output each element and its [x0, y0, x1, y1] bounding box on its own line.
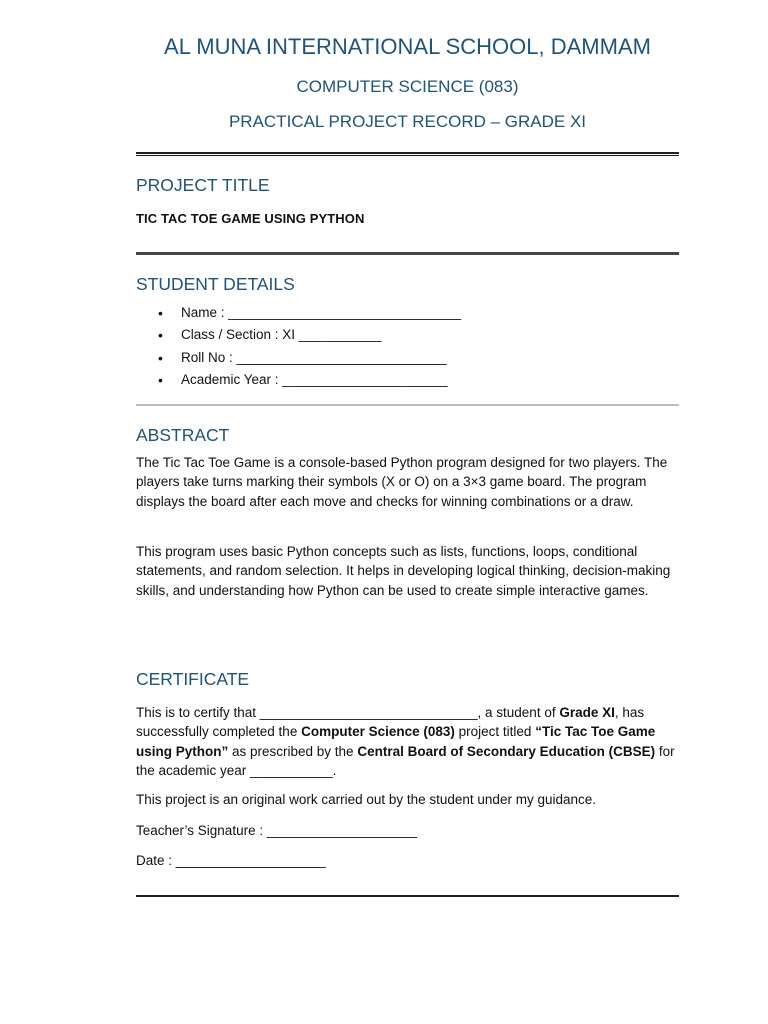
school-name: AL MUNA INTERNATIONAL SCHOOL, DAMMAM [164, 34, 651, 59]
student-year-field: • Academic Year : ______________________ [136, 369, 461, 391]
certificate-heading: CERTIFICATE [136, 669, 250, 689]
cert-text-4: as prescribed by the [228, 743, 358, 759]
cert-board: Central Board of Secondary Education (CBSE) [357, 743, 656, 759]
student-details-list [136, 302, 461, 391]
abstract-paragraph-2: This program uses basic Python concepts such as lists, functions, loops, conditional statements, and random selection. It helps in developing logical thinking, decision-making skills, and understanding how Python can be used to create simple interactive games. [136, 544, 671, 598]
abstract-paragraph-1: The Tic Tac Toe Game is a console-based Python program designed for two players. The players take turns marking their symbols (X or O) on a 3×3 game board. The program displays the board after each move and checks for winning combinations or a draw. [136, 455, 668, 509]
cert-text-5: for the academic year ___________. [136, 743, 675, 778]
student-roll-field: • Roll No : ____________________________ [136, 347, 461, 369]
project-title-heading: PROJECT TITLE [136, 175, 270, 195]
details-divider [136, 404, 679, 406]
date-line: Date : ____________________ [136, 853, 326, 868]
cert-subject: Computer Science (083) [301, 724, 455, 740]
subject-title: COMPUTER SCIENCE (083) [296, 77, 519, 96]
abstract-heading: ABSTRACT [136, 425, 230, 445]
project-title: TIC TAC TOE GAME USING PYTHON [136, 211, 365, 226]
certificate-statement [136, 703, 679, 780]
project-divider [136, 252, 679, 255]
student-class-field: • Class / Section : XI ___________ [136, 324, 461, 346]
original-work-statement: This project is an original work carried out by the student under my guidance. [136, 792, 596, 807]
cert-grade: Grade XI [559, 705, 615, 720]
record-title: PRACTICAL PROJECT RECORD – GRADE XI [228, 112, 587, 131]
student-details-heading: STUDENT DETAILS [136, 274, 295, 294]
header-divider [136, 152, 679, 156]
student-name-field: • Name : _______________________________ [136, 302, 461, 324]
cert-text-2: , has successfully completed the [136, 705, 645, 740]
cert-project-name: “Tic Tac Toe Game using Python” [136, 724, 656, 759]
teacher-signature-line: Teacher’s Signature : ____________________ [136, 823, 417, 838]
footer-divider [136, 895, 679, 897]
cert-text-3: project titled [454, 724, 536, 740]
cert-text-1: This is to certify that _____________________________, a student of [136, 705, 560, 720]
